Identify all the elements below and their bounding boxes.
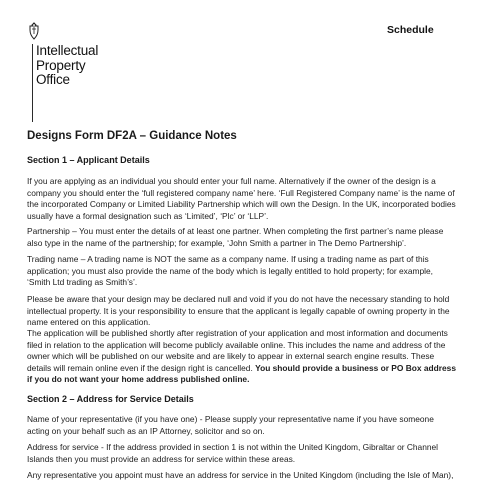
section-1-paragraph-5 xyxy=(27,328,457,386)
section-2-paragraph-2: Address for service - If the address provided in section 1 is not within the United Kingdom, Gibraltar or Channel Islands then you must provide an address for service within these areas. xyxy=(27,442,439,464)
section-1-paragraph-5-emphasis: You should provide a business or PO Box address if you do not want your home address published online. xyxy=(27,362,456,385)
section-1-paragraph-1: If you are applying as an individual you should enter your full name. Alternatively if the owner of the design is a company you should enter the ‘full registered company name’ here. ‘Full Registered Company name’ is the name of the incorporated Company or Limited Liability Partnership which will own the Design. In the UK, incorporated bodies usually have a formal designation such as ‘Limited’, ‘Plc’ or ‘LLP’. xyxy=(27,176,456,221)
section-1-paragraph-4: Please be aware that your design may be declared null and void if you do not have the necessary standing to hold intellectual property. It is your responsibility to ensure that the applicant is legally capable of owning property in the name entered on this application. xyxy=(27,294,450,328)
document-title: Designs Form DF2A – Guidance Notes xyxy=(27,130,237,142)
logo-line-1: Intellectual xyxy=(36,43,99,58)
logo-divider xyxy=(32,44,33,122)
section-1-paragraph-2: Partnership – You must enter the details of at least one partner. When completing the first partner’s name please also type in the name of the partnership; for example, ‘John Smith a partner in The Demo Partnership’. xyxy=(27,226,444,248)
royal-crest-icon xyxy=(27,22,41,42)
section-2-heading: Section 2 – Address for Service Details xyxy=(27,394,194,404)
section-1-paragraph-5-text: The application will be published shortly after registration of your application and most information and documents filed in relation to the application will become publicly available online. This includes the name and address of the owner which will be published on our website and are likely to appear in external search engine results. These details will remain online even if the design right is cancelled. xyxy=(27,328,448,373)
logo-wordmark xyxy=(36,44,136,88)
section-1-heading: Section 1 – Applicant Details xyxy=(27,155,150,165)
section-2-paragraph-1: Name of your representative (if you have one) - Please supply your representative name if you have someone acting on your behalf such as an IP Attorney, solicitor and so on. xyxy=(27,414,434,436)
schedule-label: Schedule xyxy=(387,24,434,36)
logo-line-2: Property xyxy=(36,57,86,73)
logo-line-3: Office xyxy=(36,72,70,87)
section-2-paragraph-3: Any representative you appoint must have an address for service in the United Kingdom (including the Isle of Man), xyxy=(27,470,454,480)
section-1-paragraph-3: Trading name – A trading name is NOT the same as a company name. If using a trading name as part of this application; you must also provide the name of the body which is legally entitled to hold property; for example, ‘Smith Ltd trading as Smith’s’. xyxy=(27,254,433,288)
